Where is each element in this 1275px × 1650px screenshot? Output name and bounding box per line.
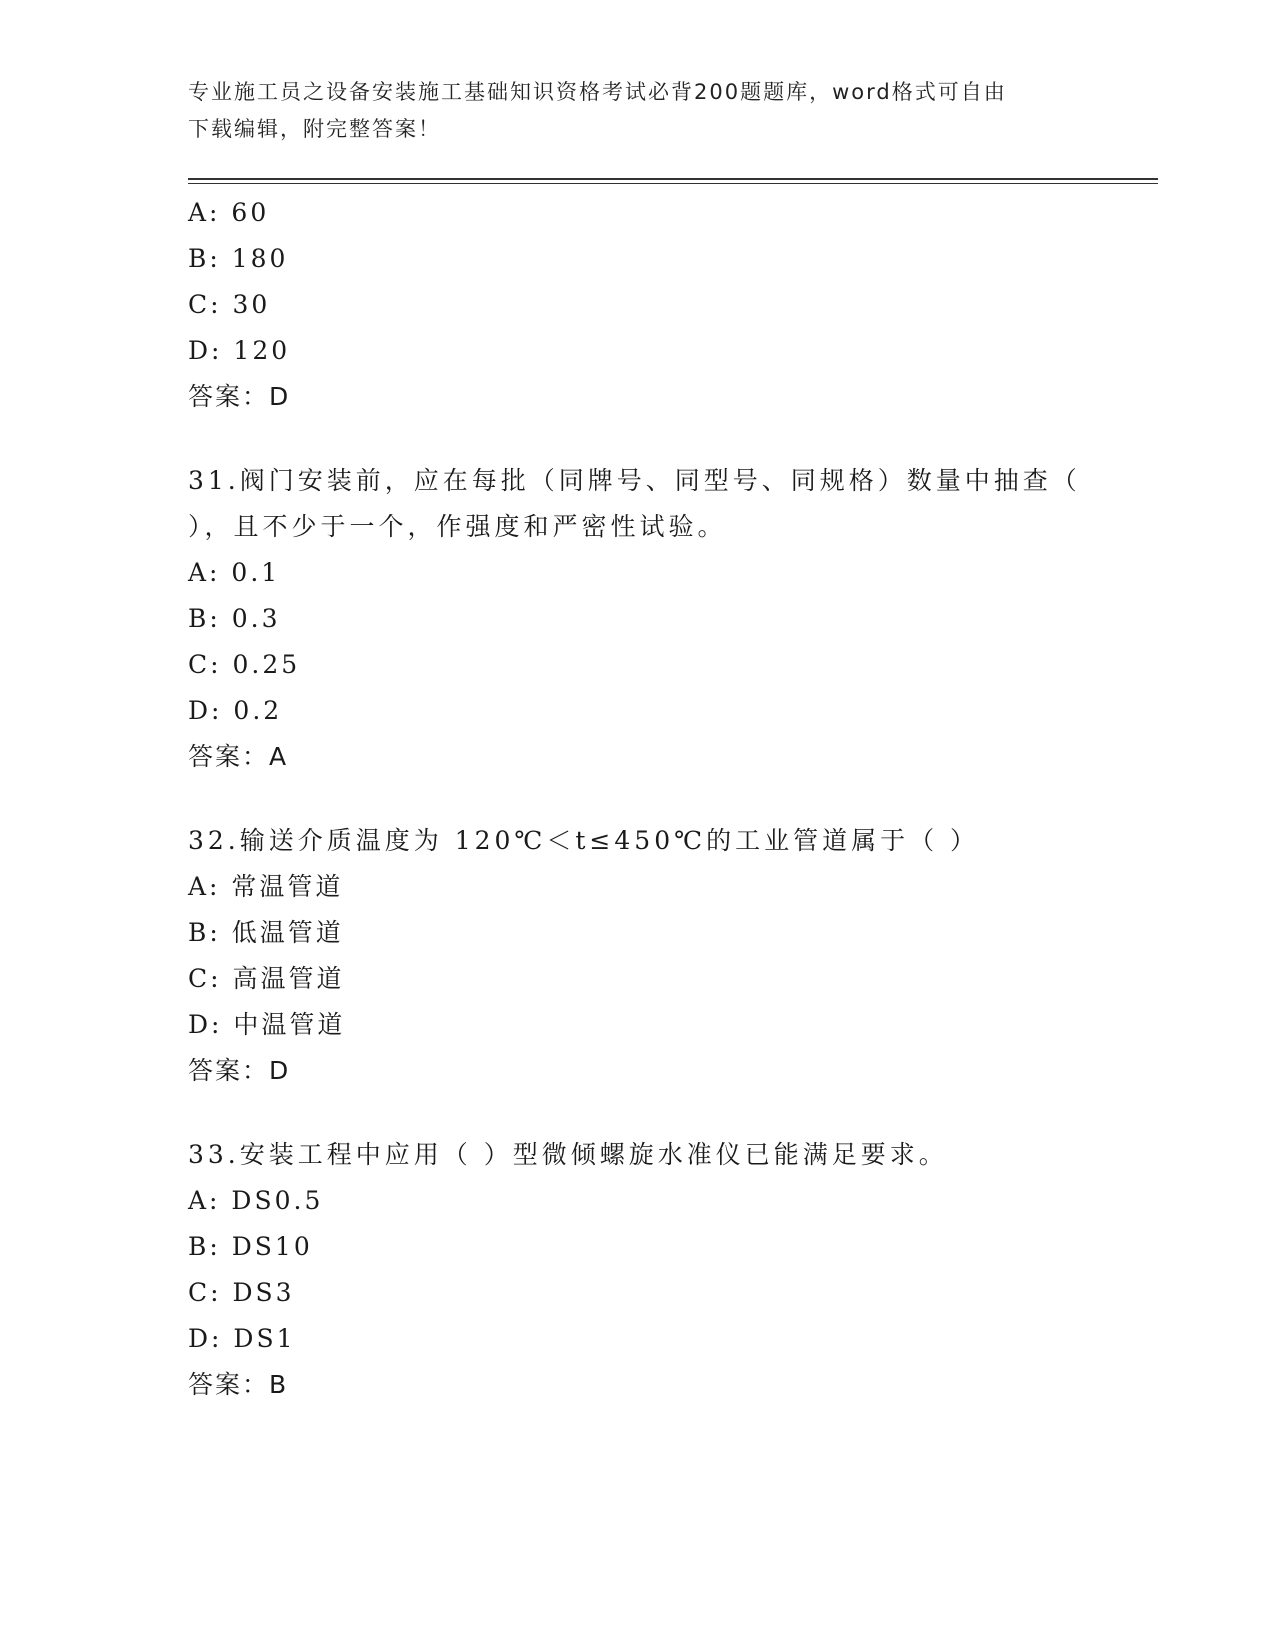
answer-line: 答案：D [188, 1056, 291, 1085]
option-c: C: 0.25 [188, 650, 301, 679]
question-list [188, 190, 1158, 1408]
option-b: B: 180 [188, 244, 289, 273]
question-text-line-1: 32.输送介质温度为 120℃＜t≤450℃的工业管道属于（ ） [188, 826, 980, 855]
option-d: D: DS1 [188, 1324, 296, 1353]
question-text-line-1: 31.阀门安装前，应在每批（同牌号、同型号、同规格）数量中抽查（ [188, 466, 1081, 495]
question-text-line-2: ），且不少于一个，作强度和严密性试验。 [188, 512, 727, 541]
option-a: A: DS0.5 [188, 1186, 324, 1215]
answer-line: 答案：D [188, 382, 291, 411]
option-c: C: 高温管道 [188, 964, 345, 993]
answer-line: 答案：A [188, 742, 289, 771]
option-b: B: DS10 [188, 1232, 313, 1261]
option-a: A: 60 [188, 198, 270, 227]
question-31 [188, 458, 1158, 780]
option-d: D: 0.2 [188, 696, 283, 725]
question-text-line-1: 33.安装工程中应用（ ）型微倾螺旋水准仪已能满足要求。 [188, 1140, 948, 1169]
spacer [188, 780, 1158, 818]
option-a: A: 常温管道 [188, 872, 344, 901]
option-c: C: 30 [188, 290, 271, 319]
option-b: B: 低温管道 [188, 918, 344, 947]
answer-line: 答案：B [188, 1370, 289, 1399]
option-d: D: 120 [188, 336, 291, 365]
header-divider-bottom [188, 183, 1158, 184]
question-30 [188, 190, 1158, 420]
header-line-2: 下载编辑，附完整答案！ [188, 117, 441, 141]
question-32 [188, 818, 1158, 1094]
option-b: B: 0.3 [188, 604, 281, 633]
document-header [188, 74, 1088, 148]
question-33 [188, 1132, 1158, 1408]
header-divider-top [188, 178, 1158, 180]
spacer [188, 420, 1158, 458]
header-line-1: 专业施工员之设备安装施工基础知识资格考试必背200题题库，word格式可自由 [188, 80, 1007, 104]
spacer [188, 1094, 1158, 1132]
option-c: C: DS3 [188, 1278, 295, 1307]
option-d: D: 中温管道 [188, 1010, 346, 1039]
option-a: A: 0.1 [188, 558, 281, 587]
